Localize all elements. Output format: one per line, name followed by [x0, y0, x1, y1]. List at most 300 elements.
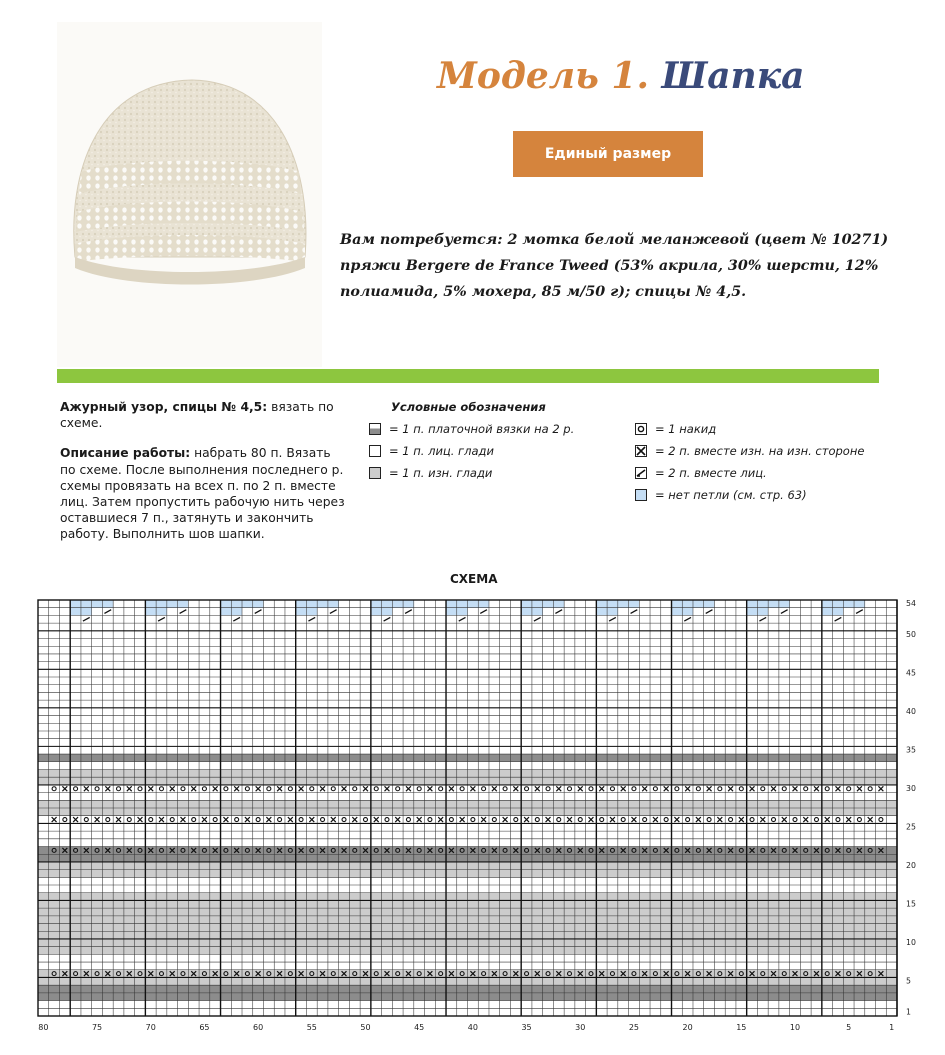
yarn-over-symbol [95, 972, 99, 976]
x-tick-label: 45 [414, 1023, 425, 1032]
k2tog-symbol [83, 617, 90, 621]
purl-two-together-symbol [213, 971, 218, 976]
purl-two-together-symbol [342, 848, 347, 853]
purl-row [38, 977, 897, 985]
no-stitch-cell [532, 600, 543, 615]
purl-two-together-symbol [213, 848, 218, 853]
no-stitch-cell [596, 600, 607, 615]
yarn-over-symbol [535, 818, 539, 822]
garter-row [38, 754, 897, 762]
purl-two-together-symbol [835, 786, 840, 791]
purl-two-together-symbol [62, 786, 67, 791]
yarn-over-symbol [417, 972, 421, 976]
yarn-over-symbol [52, 787, 56, 791]
x-tick-label: 65 [199, 1023, 210, 1032]
purl-two-together-symbol [556, 786, 561, 791]
x-tick-label: 20 [682, 1023, 693, 1032]
yarn-over-symbol [643, 818, 647, 822]
yarn-over-symbol [342, 818, 346, 822]
yarn-over-symbol [310, 848, 314, 852]
purl-two-together-symbol [513, 971, 518, 976]
purl-two-together-symbol [535, 848, 540, 853]
yarn-over-symbol [696, 848, 700, 852]
k2tog-symbol [233, 617, 240, 621]
purl-two-together-symbol [148, 971, 153, 976]
no-stitch-cell [822, 600, 833, 615]
chart-frame [38, 600, 897, 1016]
yarn-over-symbol [793, 818, 797, 822]
purl-two-together-symbol [127, 786, 132, 791]
x-tick-label: 30 [575, 1023, 586, 1032]
yarn-over-symbol [117, 787, 121, 791]
purl-two-together-symbol [105, 786, 110, 791]
yarn-over-symbol [729, 818, 733, 822]
purl-two-together-symbol [234, 971, 239, 976]
purl-two-together-symbol [642, 848, 647, 853]
legend-item: = 1 п. изн. глади [369, 462, 574, 484]
no-stitch-cell [253, 600, 264, 608]
purl-two-together-symbol [578, 848, 583, 853]
no-stitch-cell [693, 600, 704, 608]
purl-two-together-symbol [266, 817, 271, 822]
purl-two-together-symbol [685, 786, 690, 791]
yarn-over-symbol [245, 848, 249, 852]
x-tick-label: 15 [736, 1023, 747, 1032]
purl-two-together-symbol [492, 786, 497, 791]
yarn-over-symbol [782, 848, 786, 852]
purl-two-together-symbol [105, 971, 110, 976]
k2tog-symbol [384, 617, 391, 621]
yarn-over-symbol [503, 972, 507, 976]
purl-two-together-symbol [782, 817, 787, 822]
purl-row [38, 777, 897, 785]
no-stitch-cell [779, 600, 790, 608]
yarn-over-symbol [331, 848, 335, 852]
legend-item: = 2 п. вместе изн. на изн. стороне [635, 440, 864, 462]
purl-two-together-icon [635, 445, 647, 457]
yarn-over-symbol [288, 848, 292, 852]
no-stitch-cell [457, 600, 468, 615]
yarn-over-symbol [127, 818, 131, 822]
purl-two-together-symbol [814, 848, 819, 853]
no-stitch-cell [70, 600, 81, 615]
purl-two-together-symbol [556, 971, 561, 976]
purl-two-together-symbol [116, 817, 121, 822]
instructions [60, 399, 345, 557]
y-tick-label: 50 [906, 630, 916, 640]
yarn-over-symbol [299, 818, 303, 822]
yarn-over-symbol [739, 848, 743, 852]
no-stitch-cell [843, 600, 854, 608]
purl-two-together-symbol [180, 817, 185, 822]
yarn-over-symbol [610, 972, 614, 976]
no-stitch-cell [392, 600, 403, 608]
legend-column-1 [369, 418, 574, 484]
k2tog-symbol [684, 617, 691, 621]
purl-two-together-symbol [556, 848, 561, 853]
purl-two-together-symbol [878, 971, 883, 976]
yarn-over-symbol [374, 972, 378, 976]
no-stitch-cell [607, 600, 618, 615]
purl-two-together-symbol [170, 848, 175, 853]
yarn-over-symbol [847, 787, 851, 791]
purl-two-together-symbol [857, 848, 862, 853]
purl-two-together-symbol [685, 971, 690, 976]
yarn-over-symbol [772, 818, 776, 822]
yarn-over-symbol [879, 818, 883, 822]
purl-two-together-symbol [707, 848, 712, 853]
yarn-over-symbol [653, 787, 657, 791]
yarn-over-symbol [396, 787, 400, 791]
yarn-over-symbol [868, 848, 872, 852]
purl-two-together-symbol [771, 971, 776, 976]
yarn-over-symbol [782, 787, 786, 791]
yarn-over-symbol [868, 972, 872, 976]
purl-two-together-symbol [191, 971, 196, 976]
garter-row [38, 985, 897, 993]
no-stitch-cell [468, 600, 479, 608]
purl-two-together-symbol [599, 971, 604, 976]
yarn-over-symbol [213, 818, 217, 822]
no-stitch-cell [242, 600, 253, 608]
k2tog-symbol [158, 617, 165, 621]
purl-two-together-symbol [470, 971, 475, 976]
purl-row [38, 939, 897, 947]
chart-title: СХЕМА [450, 572, 498, 586]
purl-two-together-symbol [363, 786, 368, 791]
yarn-over-symbol [632, 848, 636, 852]
x-tick-label: 25 [628, 1023, 640, 1032]
purl-two-together-symbol [717, 817, 722, 822]
yarn-over-symbol [74, 848, 78, 852]
yarn-over-symbol [256, 818, 260, 822]
purl-two-together-symbol [535, 971, 540, 976]
yarn-over-symbol [610, 848, 614, 852]
purl-two-together-symbol [567, 817, 572, 822]
yarn-over-symbol [202, 787, 206, 791]
purl-two-together-symbol [342, 786, 347, 791]
purl-row [38, 947, 897, 955]
purl-two-together-symbol [857, 786, 862, 791]
x-tick-label: 70 [145, 1023, 156, 1032]
yarn-over-symbol [610, 787, 614, 791]
yarn-over-symbol [492, 818, 496, 822]
yarn-over-symbol [589, 787, 593, 791]
yarn-over-symbol [482, 972, 486, 976]
purl-two-together-symbol [95, 817, 100, 822]
yarn-over-symbol [653, 848, 657, 852]
y-tick-label: 5 [906, 976, 911, 986]
purl-two-together-symbol [52, 817, 57, 822]
divider-bar [57, 369, 879, 383]
purl-two-together-symbol [234, 848, 239, 853]
yarn-over-symbol [159, 787, 163, 791]
pattern-text: вязать по схеме. [60, 400, 334, 431]
y-tick-label: 35 [906, 745, 916, 755]
yarn-over-symbol [568, 787, 572, 791]
purl-two-together-symbol [406, 848, 411, 853]
x-tick-label: 35 [521, 1023, 532, 1032]
yarn-over-symbol [310, 787, 314, 791]
k2tog-symbol [631, 610, 638, 614]
y-tick-label: 25 [906, 822, 916, 832]
x-tick-label: 50 [360, 1023, 371, 1032]
purl-two-together-symbol [621, 786, 626, 791]
purl-two-together-symbol [642, 786, 647, 791]
purl-two-together-symbol [750, 786, 755, 791]
yarn-over-symbol [825, 848, 829, 852]
yarn-over-symbol [761, 972, 765, 976]
yarn-over-symbol [84, 818, 88, 822]
title-item: Шапка [661, 55, 805, 97]
yarn-over-symbol [310, 972, 314, 976]
yarn-over-symbol [739, 972, 743, 976]
no-stitch-cell [854, 600, 865, 608]
no-stitch-cell [221, 600, 232, 615]
purl-two-together-symbol [470, 848, 475, 853]
purl-two-together-symbol [771, 786, 776, 791]
yarn-over-symbol [546, 972, 550, 976]
purl-two-together-symbol [277, 786, 282, 791]
yarn-over-symbol [52, 972, 56, 976]
k2tog-symbol [180, 610, 187, 614]
purl-two-together-symbol [299, 786, 304, 791]
knit-stitch-icon [369, 445, 381, 457]
purl-two-together-symbol [309, 817, 314, 822]
purl-two-together-symbol [707, 786, 712, 791]
purl-two-together-symbol [674, 817, 679, 822]
legend-item: = 1 п. платочной вязки на 2 р. [369, 418, 574, 440]
legend-title: Условные обозначения [391, 400, 546, 414]
yarn-over-symbol [482, 787, 486, 791]
yarn-over-symbol [353, 972, 357, 976]
k2tog-symbol [104, 610, 111, 614]
yarn-over-symbol [675, 972, 679, 976]
x-tick-label: 75 [91, 1023, 103, 1032]
no-stitch-cell [178, 600, 189, 608]
y-tick-label: 54 [906, 599, 916, 609]
yarn-over-symbol [385, 818, 389, 822]
purl-row [38, 900, 897, 908]
purl-two-together-symbol [256, 786, 261, 791]
purl-two-together-symbol [299, 971, 304, 976]
no-stitch-cell [833, 600, 844, 615]
yarn-over-symbol [374, 787, 378, 791]
yarn-over-symbol [417, 848, 421, 852]
purl-two-together-symbol [148, 786, 153, 791]
yarn-over-symbol [471, 818, 475, 822]
yarn-over-symbol [750, 818, 754, 822]
purl-two-together-symbol [277, 848, 282, 853]
yarn-over-symbol [396, 848, 400, 852]
k2tog-symbol [555, 610, 562, 614]
y-tick-label: 1 [906, 1007, 911, 1017]
purl-two-together-symbol [664, 786, 669, 791]
no-stitch-cell [553, 600, 564, 608]
purl-two-together-symbol [835, 971, 840, 976]
purl-two-together-symbol [105, 848, 110, 853]
purl-two-together-symbol [621, 848, 626, 853]
yarn-over-symbol [267, 848, 271, 852]
no-stitch-cell [521, 600, 532, 615]
purl-two-together-symbol [385, 848, 390, 853]
k2tog-symbol [255, 610, 262, 614]
purl-two-together-symbol [352, 817, 357, 822]
purl-two-together-symbol [385, 971, 390, 976]
no-stitch-cell [747, 600, 758, 615]
yarn-over-symbol [696, 972, 700, 976]
purl-row [38, 862, 897, 870]
no-stitch-cell [92, 600, 103, 608]
purl-two-together-symbol [460, 817, 465, 822]
purl-two-together-symbol [84, 786, 89, 791]
purl-row [38, 916, 897, 924]
yarn-over-symbol [235, 818, 239, 822]
yarn-over-symbol [288, 787, 292, 791]
purl-two-together-symbol [685, 848, 690, 853]
k2tog-symbol [856, 610, 863, 614]
purl-two-together-symbol [835, 848, 840, 853]
yarn-over-symbol [52, 848, 56, 852]
purl-two-together-symbol [84, 971, 89, 976]
yarn-over-symbol [278, 818, 282, 822]
x-tick-label: 60 [253, 1023, 264, 1032]
yarn-over-symbol [224, 787, 228, 791]
yarn-over-symbol [761, 787, 765, 791]
yarn-over-symbol [428, 818, 432, 822]
yarn-over-symbol [525, 972, 529, 976]
purl-two-together-symbol [878, 848, 883, 853]
purl-row [38, 924, 897, 932]
legend-item: = 1 п. лиц. глади [369, 440, 574, 462]
yarn-over-symbol [63, 818, 67, 822]
yarn-over-symbol [170, 818, 174, 822]
yarn-over-symbol [546, 848, 550, 852]
yarn-over-symbol [149, 818, 153, 822]
yarn-over-symbol [632, 972, 636, 976]
y-tick-label: 30 [906, 784, 916, 794]
purl-two-together-symbol [427, 848, 432, 853]
yarn-over-symbol [632, 787, 636, 791]
yarn-over-symbol [439, 787, 443, 791]
k2tog-symbol [330, 610, 337, 614]
yarn-over-symbol [578, 818, 582, 822]
purl-two-together-symbol [84, 848, 89, 853]
yarn-over-symbol [117, 972, 121, 976]
yarn-over-symbol [396, 972, 400, 976]
yarn-over-symbol [718, 848, 722, 852]
purl-two-together-symbol [62, 848, 67, 853]
yarn-over-symbol [825, 787, 829, 791]
purl-two-together-symbol [127, 971, 132, 976]
yarn-over-symbol [707, 818, 711, 822]
no-stitch-cell [306, 600, 317, 615]
k2tog-symbol [835, 617, 842, 621]
no-stitch-cell [231, 600, 242, 615]
no-stitch-cell [682, 600, 693, 615]
k2tog-symbol [405, 610, 412, 614]
purl-two-together-symbol [793, 848, 798, 853]
legend-item: = нет петли (см. стр. 63) [635, 484, 864, 506]
purl-two-together-symbol [191, 786, 196, 791]
purl-two-together-symbol [406, 971, 411, 976]
purl-row [38, 769, 897, 777]
yarn-over-symbol [525, 787, 529, 791]
purl-row [38, 870, 897, 878]
purl-row [38, 931, 897, 939]
yarn-over-symbol [406, 818, 410, 822]
yarn-over-symbol [353, 848, 357, 852]
purl-two-together-symbol [664, 971, 669, 976]
purl-two-together-symbol [750, 971, 755, 976]
yarn-over-symbol [546, 787, 550, 791]
purl-two-together-symbol [642, 971, 647, 976]
purl-two-together-symbol [739, 817, 744, 822]
title-model: Модель 1. [437, 55, 650, 97]
x-tick-label: 10 [789, 1023, 801, 1032]
purl-two-together-symbol [277, 971, 282, 976]
yarn-over-symbol [686, 818, 690, 822]
yarn-over-symbol [589, 972, 593, 976]
purl-stitch-icon [369, 467, 381, 479]
yarn-over-symbol [106, 818, 110, 822]
purl-row [38, 808, 897, 816]
yarn-over-symbol [847, 848, 851, 852]
purl-two-together-symbol [621, 971, 626, 976]
yarn-over-symbol [449, 818, 453, 822]
no-stitch-cell [446, 600, 457, 615]
purl-two-together-symbol [513, 848, 518, 853]
purl-two-together-symbol [245, 817, 250, 822]
yarn-over-symbol [95, 787, 99, 791]
no-stitch-cell [382, 600, 393, 615]
no-stitch-cell [371, 600, 382, 615]
size-button[interactable]: Единый размер [513, 131, 703, 177]
purl-two-together-symbol [73, 817, 78, 822]
yarn-over-symbol [138, 787, 142, 791]
purl-two-together-symbol [234, 786, 239, 791]
purl-two-together-symbol [631, 817, 636, 822]
purl-two-together-symbol [750, 848, 755, 853]
x-tick-label: 40 [467, 1023, 478, 1032]
purl-two-together-symbol [374, 817, 379, 822]
knit-two-together-icon [635, 467, 647, 479]
x-tick-label: 5 [846, 1023, 852, 1032]
purl-two-together-symbol [127, 848, 132, 853]
yarn-over-symbol [653, 972, 657, 976]
yarn-over-symbol [159, 848, 163, 852]
y-tick-label: 45 [906, 668, 916, 678]
legend-column-2 [635, 418, 864, 506]
purl-two-together-symbol [320, 786, 325, 791]
no-stitch-cell [167, 600, 178, 608]
yarn-over-symbol [836, 818, 840, 822]
yarn-over-symbol [460, 972, 464, 976]
page-title [437, 55, 804, 97]
no-stitch-cell [704, 600, 715, 608]
yarn-over-symbol [460, 848, 464, 852]
y-tick-label: 10 [906, 938, 916, 948]
purl-two-together-symbol [470, 786, 475, 791]
purl-two-together-symbol [664, 848, 669, 853]
no-stitch-cell [543, 600, 554, 608]
no-stitch-cell [102, 600, 113, 608]
purl-two-together-symbol [417, 817, 422, 822]
purl-two-together-symbol [170, 786, 175, 791]
purl-two-together-symbol [385, 786, 390, 791]
yarn-over-symbol [95, 848, 99, 852]
k2tog-symbol [480, 610, 487, 614]
